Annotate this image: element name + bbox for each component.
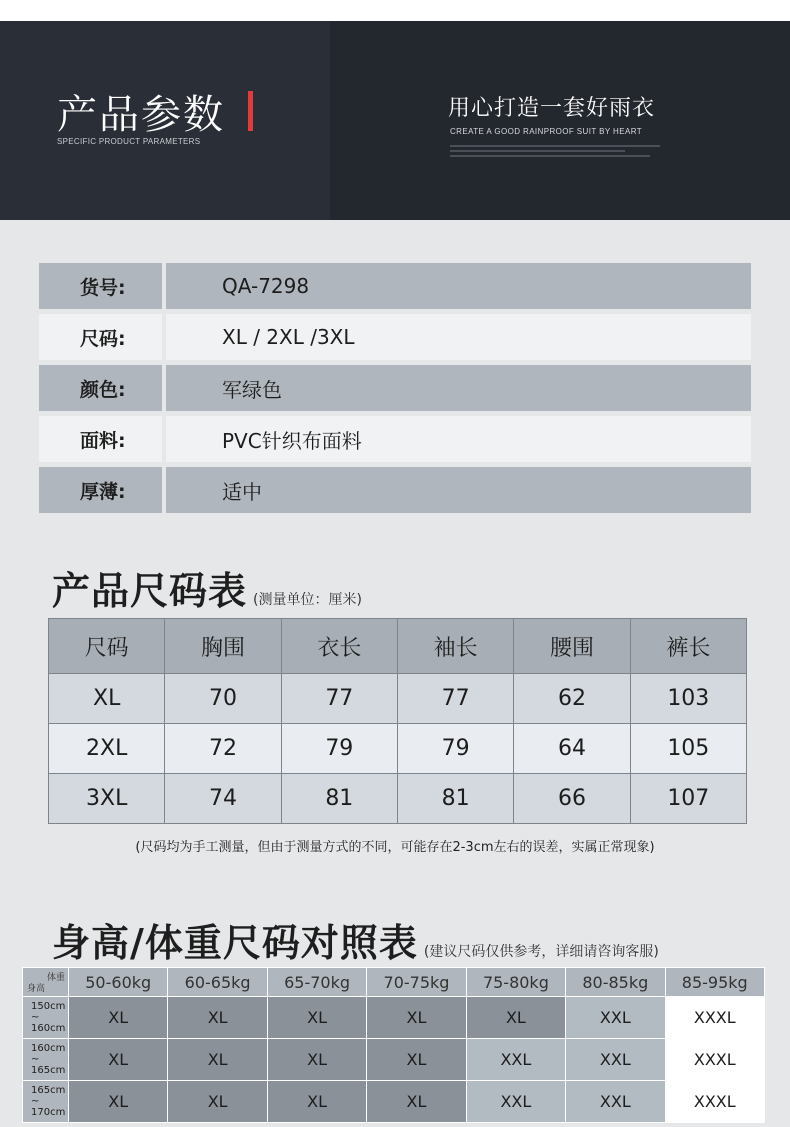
banner-slogan: 用心打造一套好雨衣 [448, 96, 656, 121]
table-row [23, 1081, 765, 1123]
table-cell: XL [69, 1081, 168, 1123]
hw-chart-heading: 身高/体重尺码对照表 [52, 921, 418, 965]
table-header-row [49, 619, 747, 674]
table-cell: XL [367, 1039, 466, 1081]
spec-list [39, 263, 751, 518]
table-cell: 74 [165, 774, 281, 824]
corner-cell [23, 968, 69, 997]
table-cell: 81 [397, 774, 513, 824]
banner-decorative-text [450, 145, 665, 160]
height-from: 150cm [31, 1001, 66, 1012]
table-cell: XXL [566, 1081, 665, 1123]
table-header-cell: 裤长 [630, 619, 746, 674]
height-tilde: ~ [31, 1054, 40, 1065]
table-header-cell: 衣长 [281, 619, 397, 674]
table-header-cell: 65-70kg [267, 968, 366, 997]
table-cell: XL [367, 997, 466, 1039]
spec-value: QA-7298 [166, 263, 751, 309]
table-cell: XL [69, 997, 168, 1039]
table-cell: XL [267, 997, 366, 1039]
table-header-cell: 胸围 [165, 619, 281, 674]
banner-title: 产品参数 [57, 92, 225, 138]
row-header-cell [23, 1081, 69, 1123]
table-header-cell: 50-60kg [69, 968, 168, 997]
table-header-cell: 75-80kg [466, 968, 565, 997]
table-cell: XL [168, 997, 267, 1039]
table-cell: XXL [466, 1039, 565, 1081]
table-cell: XL [267, 1081, 366, 1123]
header-banner [0, 21, 790, 220]
table-row [49, 774, 747, 824]
table-row [49, 674, 747, 724]
top-strip [0, 0, 790, 21]
size-chart-table [48, 618, 747, 824]
spec-value: 适中 [166, 467, 751, 513]
height-from: 165cm [31, 1085, 66, 1096]
table-cell: 72 [165, 724, 281, 774]
table-cell: 77 [281, 674, 397, 724]
spec-row-color [39, 365, 751, 411]
table-cell: XXL [566, 1039, 665, 1081]
table-cell: XL [466, 997, 565, 1039]
table-cell: XL [267, 1039, 366, 1081]
table-header-cell: 85-95kg [665, 968, 764, 997]
hw-chart-title [52, 912, 659, 967]
row-header-cell [23, 1039, 69, 1081]
height-to: 160cm [31, 1023, 66, 1034]
table-cell: 79 [281, 724, 397, 774]
table-cell: XL [168, 1039, 267, 1081]
height-to: 170cm [31, 1107, 66, 1118]
height-weight-table [22, 967, 765, 1123]
table-header-cell: 60-65kg [168, 968, 267, 997]
spec-label: 厚薄: [39, 467, 162, 513]
spec-row-size [39, 314, 751, 360]
spec-value: PVC针织布面料 [166, 416, 751, 462]
table-header-cell: 腰围 [514, 619, 630, 674]
table-cell: XXL [466, 1081, 565, 1123]
table-cell: 3XL [49, 774, 165, 824]
banner-subtitle: SPECIFIC PRODUCT PARAMETERS [57, 137, 201, 146]
table-cell: 77 [397, 674, 513, 724]
table-cell: 79 [397, 724, 513, 774]
table-cell: XL [69, 1039, 168, 1081]
table-row [23, 997, 765, 1039]
spec-label: 尺码: [39, 314, 162, 360]
height-tilde: ~ [31, 1096, 40, 1107]
table-cell: 2XL [49, 724, 165, 774]
table-row [49, 724, 747, 774]
height-from: 160cm [31, 1043, 66, 1054]
accent-bar [248, 91, 253, 131]
corner-height-label: 身高 [27, 984, 46, 994]
table-header-cell: 80-85kg [566, 968, 665, 997]
table-header-cell: 袖长 [397, 619, 513, 674]
table-cell: 70 [165, 674, 281, 724]
spec-label: 货号: [39, 263, 162, 309]
table-cell: 81 [281, 774, 397, 824]
spec-row-fabric [39, 416, 751, 462]
table-cell: 62 [514, 674, 630, 724]
spec-row-thickness [39, 467, 751, 513]
table-cell: 103 [630, 674, 746, 724]
size-chart-footnote: (尺码均为手工测量，但由于测量方式的不同，可能存在2-3cm左右的误差，实属正常现象) [135, 840, 655, 855]
spec-value: XL / 2XL /3XL [166, 314, 751, 360]
table-header-cell: 70-75kg [367, 968, 466, 997]
table-row [23, 1039, 765, 1081]
hw-chart-note: (建议尺码仅供参考，详细请咨询客服) [423, 944, 659, 960]
height-to: 165cm [31, 1065, 66, 1076]
corner-weight-label: 体重 [46, 973, 65, 983]
banner-slogan-english: CREATE A GOOD RAINPROOF SUIT BY HEART [450, 127, 643, 136]
table-cell: XXXL [665, 997, 764, 1039]
spec-label: 颜色: [39, 365, 162, 411]
table-header-cell: 尺码 [49, 619, 165, 674]
table-cell: 107 [630, 774, 746, 824]
size-chart-unit-note: (测量单位：厘米) [253, 592, 362, 608]
table-cell: 64 [514, 724, 630, 774]
spec-label: 面料: [39, 416, 162, 462]
table-cell: XXXL [665, 1039, 764, 1081]
height-tilde: ~ [31, 1012, 40, 1023]
size-chart-heading: 产品尺码表 [52, 569, 248, 613]
table-cell: XL [168, 1081, 267, 1123]
table-cell: 66 [514, 774, 630, 824]
row-header-cell [23, 997, 69, 1039]
table-cell: XXL [566, 997, 665, 1039]
table-cell: XL [49, 674, 165, 724]
spec-row-item-no [39, 263, 751, 309]
size-chart-title [52, 560, 362, 615]
table-cell: XL [367, 1081, 466, 1123]
table-header-row [23, 968, 765, 997]
table-cell: XXXL [665, 1081, 764, 1123]
spec-value: 军绿色 [166, 365, 751, 411]
table-cell: 105 [630, 724, 746, 774]
